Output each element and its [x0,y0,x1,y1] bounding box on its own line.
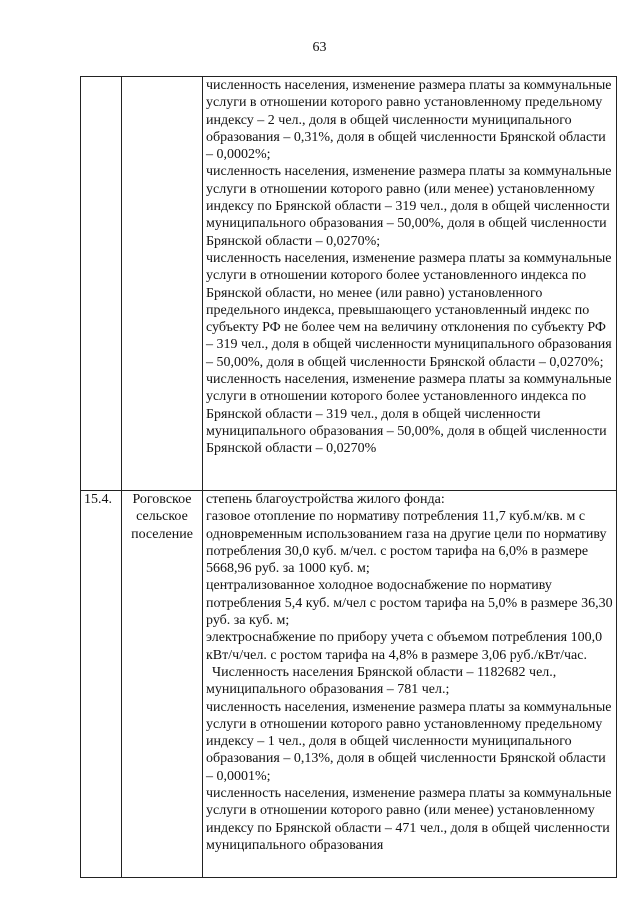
table-row [81,77,617,491]
row-text-cell [203,77,617,491]
paragraph: численность населения, изменение размера платы за коммунальные услуги в отношении которого равно (или менее) установленному индексу по Брянской области – 319 чел., доля в общей численности муниципального образования – 50,00%, доля в общей численности Брянской области – 0,0270%; [206,164,612,249]
paragraph: электроснабжение по прибору учета с объемом потребления 100,0 кВт/ч/чел. с ростом тарифа на 4,8% в размере 3,06 руб./кВт/час. [206,630,603,663]
page-number: 63 [312,40,327,55]
row-number-cell [81,491,122,878]
paragraph: численность населения, изменение размера платы за коммунальные услуги в отношении которого равно установленному предельному индексу – 2 чел., доля в общей численности муниципального образования – 0,31%, доля в общей численности Брянской области – 0,0002%; [206,78,612,163]
paragraph: численность населения, изменение размера платы за коммунальные услуги в отношении которого более установленного индекса по Брянской области, но менее (или равно) установленного предельного индекса, превышающего установленный индекс по субъекту РФ не более чем на величину отклонения по субъекту РФ – 319 чел., доля в общей численности муниципального образования – 50,00%, доля в общей численности Брянской области – 0,0270%; [206,250,612,370]
row-name-cell [122,77,203,491]
table-row [81,491,617,878]
document-table [80,76,617,878]
paragraph: степень благоустройства жилого фонда: [206,492,445,507]
paragraph: централизованное холодное водоснабжение по нормативу потребления 5,4 куб. м/чел с ростом тарифа на 5,0% в размере 36,30 руб. за куб. м; [206,578,613,629]
row-text-cell [203,491,617,878]
paragraph: численность населения, изменение размера платы за коммунальные услуги в отношении которого равно установленному предельному индексу – 1 чел., доля в общей численности муниципального образования – 0,13%, доля в общей численности Брянской области – 0,0001%; [206,699,612,784]
row-number-cell [81,77,122,491]
row-name-cell [122,491,203,878]
row-name: Роговское сельское поселение [131,492,193,542]
paragraph: Численность населения Брянской области – 1182682 чел., муниципального образования – 781 чел.; [206,664,557,698]
paragraph: численность населения, изменение размера платы за коммунальные услуги в отношении которого более установленного индекса по Брянской области – 319 чел., доля в общей численности муниципального образования – 50,00%, доля в общей численности Брянской области – 0,0270% [206,372,612,457]
paragraph: газовое отопление по нормативу потребления 11,7 куб.м/кв. м с одновременным использованием газа на другие цели по нормативу потребления 30,0 куб. м/чел. с ростом тарифа на 6,0% в размере 5668,96 руб. за 1000 куб. м; [206,509,607,577]
row-number: 15.4. [84,492,112,507]
paragraph: численность населения, изменение размера платы за коммунальные услуги в отношении которого равно (или менее) установленному индексу по Брянской области – 471 чел., доля в общей численности муниципального образования [206,786,612,853]
